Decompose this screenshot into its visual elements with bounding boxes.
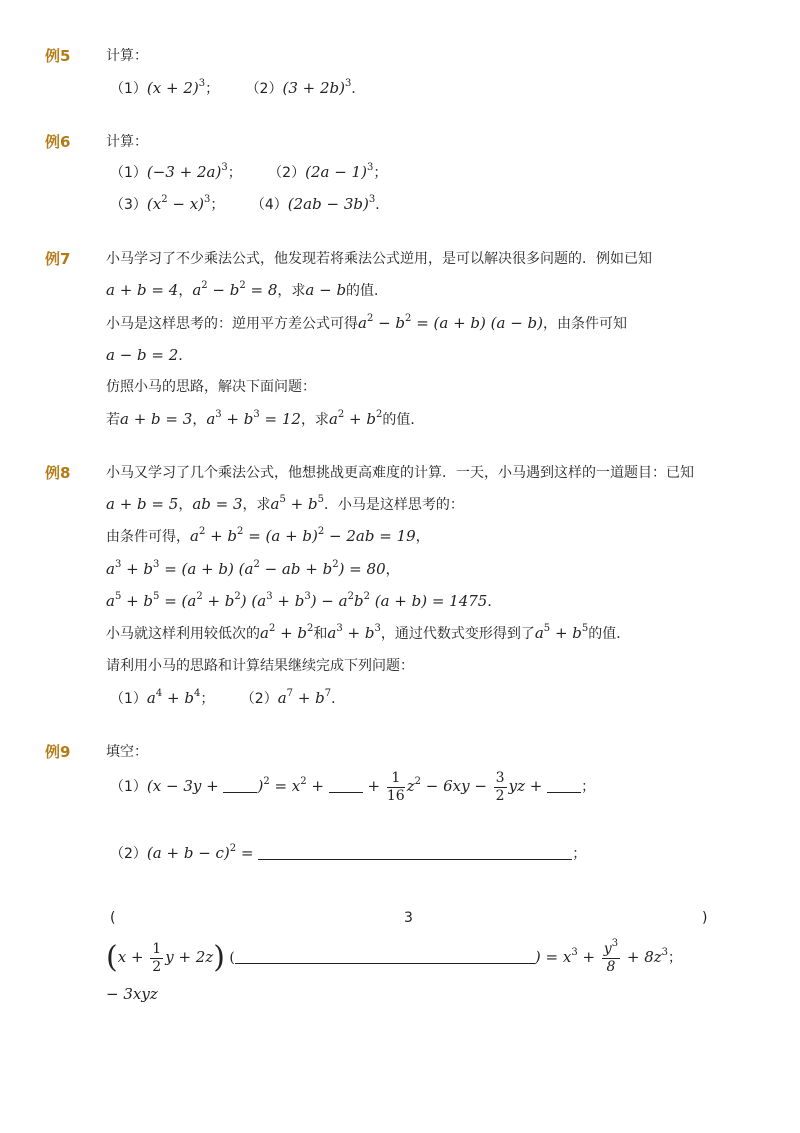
example-7-label: 例7 (45, 250, 71, 268)
example-9-item-3: (x + $\frac{1}{2}$ y + 2z) ( ) = $x^3$ + $\frac{y^3}{8}$ + $8z^3$； (106, 937, 683, 975)
fraction: $\frac{3}{2}$ (495, 769, 505, 804)
example-9-intro: 填空： (106, 744, 148, 760)
fraction: $\frac{1}{2}$ (152, 940, 162, 975)
example-7-line-2: a + b = 4，$a^2 - b^2 = 8$，求a − b的值． (106, 280, 389, 299)
example-7-line-5: 仿照小马的思路，解决下面问题： (106, 379, 316, 395)
example-6-label: 例6 (45, 133, 71, 151)
example-9-item-1: $(1)(x - 3y + )^2 = x^2$ + + $\frac{1}{16}$ $z^2 - 6xy$ − $\frac{3}{2}$ yz + ； (110, 769, 596, 804)
answer-blank[interactable] (223, 778, 257, 793)
example-9-label: 例9 (45, 743, 71, 761)
example-5-label: 例5 (45, 47, 71, 65)
item-3-close-paren: ) (702, 910, 708, 926)
example-8-line-4: $a^3 + b^3 = (a + b) (a^2$ − ab + $b^2) = 80$， (106, 559, 400, 578)
example-9-item-2: $(2)(a + b - c)^2$ = ； (110, 843, 587, 862)
example-7-line-4: a − b = 2． (106, 346, 193, 364)
example-8-line-6: 小马就这样利用较低次的$a^2 + b^2$和$a^3 + b^3$，通过代数式变形得到了$a^5 + b^5$的值． (106, 623, 631, 642)
example-7-line-1: 小马学习了不少乘法公式，他发现若将乘法公式逆用，是可以解决很多问题的．例如已知 (106, 251, 652, 267)
example-8-line-7: 请利用小马的思路和计算结果继续完成下列问题： (106, 658, 414, 674)
item-3-open-paren: ( (110, 910, 116, 926)
answer-blank[interactable] (235, 949, 535, 964)
example-8-line-3: 由条件可得，$a^2 + b^2 = (a + b)^2 - 2ab = 19$， (106, 526, 430, 545)
example-7-line-3: 小马是这样思考的：逆用平方差公式可得$a^2 - b^2 = (a + b) (a - b)$，由条件可知 (106, 313, 628, 332)
example-8-line-2: a + b = 5，ab = 3，求$a^5 + b^5$．小马是这样思考的： (106, 494, 464, 513)
example-5-items: $(1)(x + 2)^3$； $(2)(3 + 2b)^3$． (110, 78, 366, 97)
example-8-label: 例8 (45, 464, 71, 482)
example-7-line-6: 若a + b = 3，$a^3 + b^3 = 12$，求$a^2 + b^2$的值． (106, 409, 425, 428)
example-8-line-5: $a^5 + b^5 = (a^2 + b^2) (a^3 + b^3) - a^2b^2$ (a + b) = 1475． (106, 591, 502, 610)
item-3-exponent: 3 (404, 910, 413, 926)
example-6-row-1: $(1)(-3 + 2a)^3$； $(2)(2a - 1)^3$； (110, 162, 388, 181)
example-5-intro: 计算： (106, 48, 148, 64)
example-8-questions: $(1)a^4 + b^4$； $(2)a^7 + b^7$． (110, 688, 346, 707)
example-6-intro: 计算： (106, 134, 148, 150)
answer-blank[interactable] (258, 845, 572, 860)
answer-blank[interactable] (329, 778, 363, 793)
fraction: $\frac{1}{16}$ (386, 769, 405, 804)
example-8-line-1: 小马又学习了几个乘法公式，他想挑战更高难度的计算．一天，小马遇到这样的一道题目：已知 (106, 465, 694, 481)
example-6-row-2: $(3)(x^2 - x)^3$； $(4)(2ab - 3b)^3$． (110, 194, 390, 213)
example-9-item-3-tail: − 3xyz (106, 985, 158, 1003)
fraction: $\frac{y^3}{8}$ (603, 937, 619, 975)
answer-blank[interactable] (547, 778, 581, 793)
